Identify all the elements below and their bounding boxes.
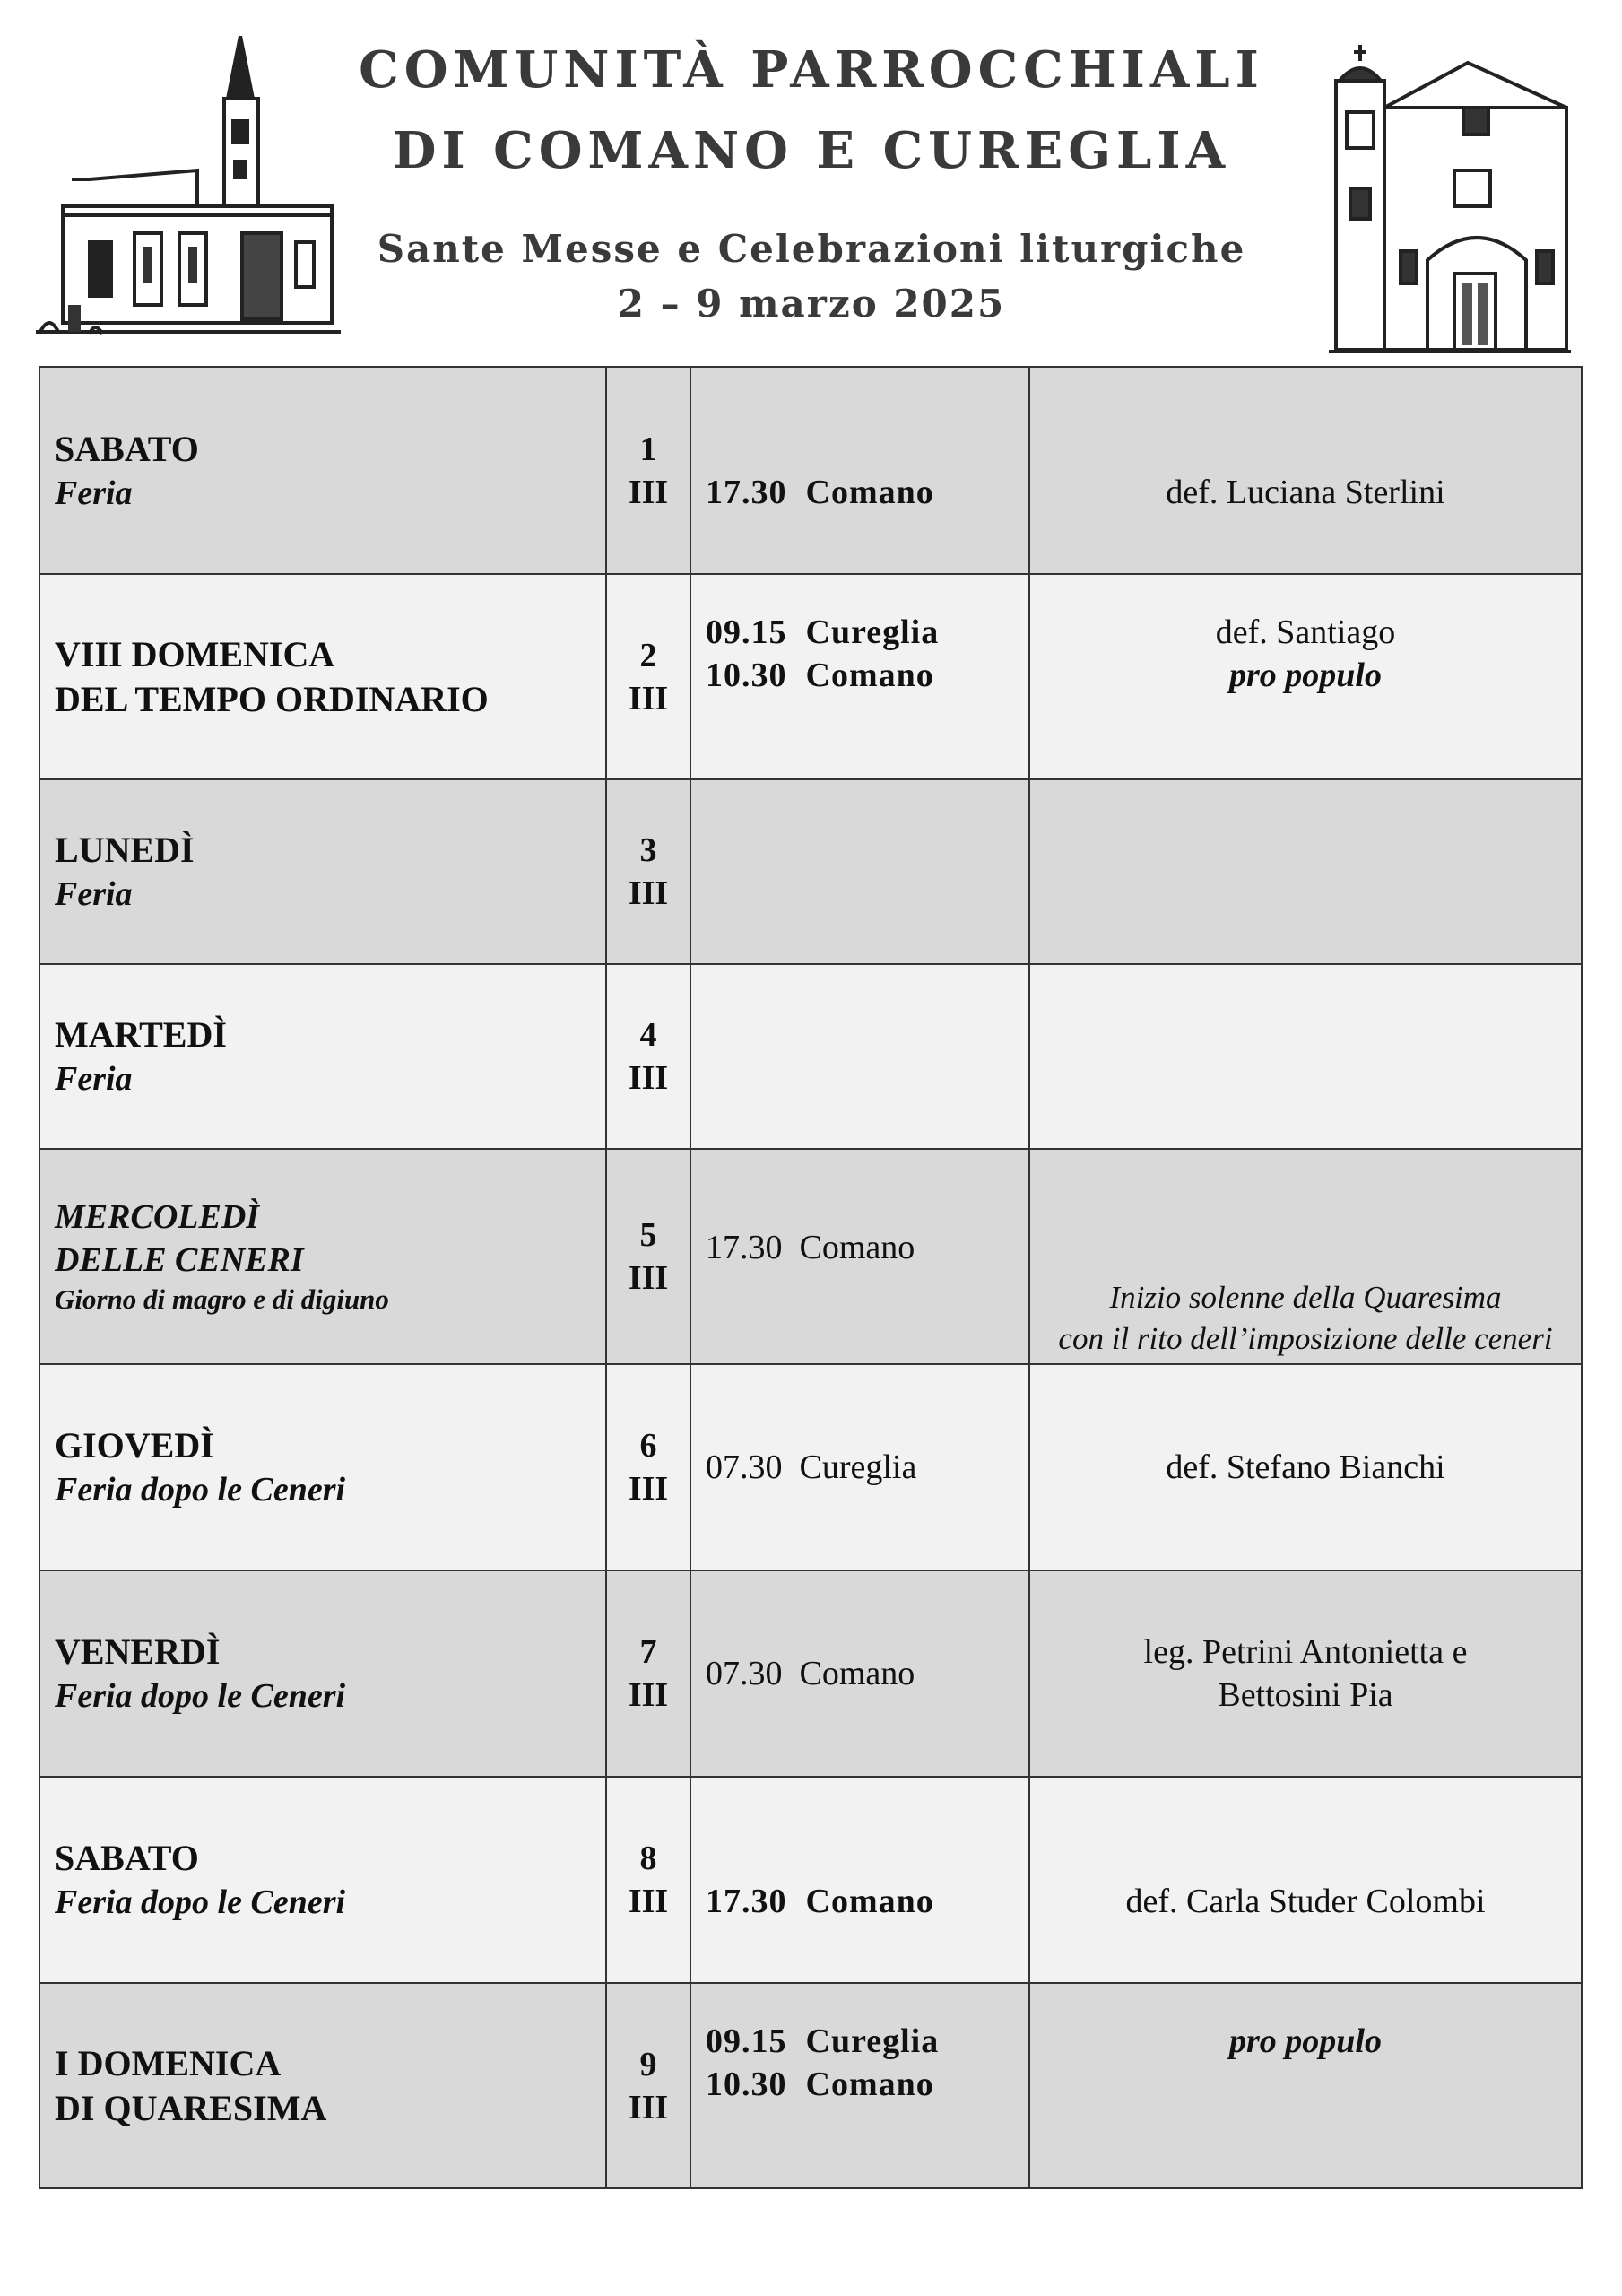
day-cell	[39, 1983, 606, 2188]
times-cell	[690, 367, 1029, 574]
day-name: VENERDÌ	[55, 1631, 221, 1672]
date-cell	[606, 964, 690, 1149]
psalter-week: III	[628, 1470, 669, 1508]
cureglia-church-illustration	[1329, 45, 1571, 354]
day-name-line-2: DELLE CENERI	[55, 1241, 304, 1279]
day-number: 7	[639, 1633, 657, 1671]
mass-intention: pro populo	[1229, 2022, 1382, 2060]
psalter-week: III	[628, 874, 669, 912]
liturgical-day: Feria	[55, 474, 133, 512]
day-number: 8	[639, 1839, 657, 1877]
mass-time: 17.30 Comano	[706, 473, 934, 511]
liturgical-day: Feria	[55, 875, 133, 913]
times-cell	[690, 964, 1029, 1149]
day-name: MERCOLEDÌ	[55, 1198, 260, 1236]
title-line-1: COMUNITÀ PARROCCHIALI	[359, 40, 1264, 100]
mass-intention: def. Santiago	[1215, 613, 1396, 651]
intentions-cell	[1029, 1983, 1582, 2188]
times-cell	[690, 1983, 1029, 2188]
day-cell	[39, 1570, 606, 1777]
date-cell	[606, 367, 690, 574]
mass-time: 10.30 Comano	[706, 657, 934, 694]
intentions-cell	[1029, 367, 1582, 574]
intentions-cell	[1029, 964, 1582, 1149]
mass-time: 10.30 Comano	[706, 2066, 934, 2103]
intentions-cell	[1029, 1149, 1582, 1364]
table-row	[39, 574, 1582, 779]
times-cell	[690, 1364, 1029, 1570]
mass-time: 07.30 Cureglia	[706, 1448, 917, 1486]
day-name: SABATO	[55, 428, 199, 469]
mass-time: 09.15 Cureglia	[706, 2022, 940, 2060]
subtitle: Sante Messe e Celebrazioni liturgiche	[377, 227, 1246, 271]
table-row	[39, 964, 1582, 1149]
psalter-week: III	[628, 1059, 669, 1097]
times-cell	[690, 574, 1029, 779]
day-number: 3	[639, 831, 657, 869]
table-row	[39, 1983, 1582, 2188]
liturgical-day: Feria dopo le Ceneri	[55, 1677, 346, 1715]
intentions-cell	[1029, 1777, 1582, 1983]
mass-time: 17.30 Comano	[706, 1229, 915, 1266]
fasting-note: Giorno di magro e di digiuno	[55, 1283, 389, 1315]
mass-intention: pro populo	[1229, 657, 1382, 694]
day-number: 9	[639, 2045, 657, 2083]
table-row	[39, 1777, 1582, 1983]
day-name-line-2: DI QUARESIMA	[55, 2087, 327, 2128]
psalter-week: III	[628, 1883, 669, 1920]
day-cell	[39, 1364, 606, 1570]
date-cell	[606, 779, 690, 964]
day-name: GIOVEDÌ	[55, 1425, 214, 1465]
liturgical-day: Feria dopo le Ceneri	[55, 1471, 346, 1509]
intentions-cell	[1029, 574, 1582, 779]
times-cell	[690, 1777, 1029, 1983]
day-cell	[39, 367, 606, 574]
liturgical-day: Feria dopo le Ceneri	[55, 1883, 346, 1921]
title-line-2: DI COMANO E CUREGLIA	[392, 121, 1231, 180]
day-name: LUNEDÌ	[55, 830, 195, 870]
day-cell	[39, 1149, 606, 1364]
table-row	[39, 1570, 1582, 1777]
day-number: 2	[639, 636, 657, 674]
comano-church-illustration	[36, 36, 341, 350]
day-cell	[39, 964, 606, 1149]
psalter-week: III	[628, 1259, 669, 1297]
date-cell	[606, 1570, 690, 1777]
table-row	[39, 367, 1582, 574]
mass-intention: leg. Petrini Antonietta e	[1143, 1633, 1468, 1671]
table-row	[39, 1364, 1582, 1570]
mass-schedule-table	[39, 366, 1583, 2189]
psalter-week: III	[628, 1676, 669, 1714]
date-cell	[606, 1777, 690, 1983]
psalter-week: III	[628, 2088, 669, 2126]
mass-intention: con il rito dell’imposizione delle ceneri	[1058, 1321, 1553, 1356]
mass-intention: def. Stefano Bianchi	[1166, 1448, 1445, 1486]
day-name: MARTEDÌ	[55, 1014, 227, 1055]
day-cell	[39, 574, 606, 779]
date-range: 2 – 9 marzo 2025	[617, 282, 1006, 326]
day-name-line-2: DEL TEMPO ORDINARIO	[55, 678, 489, 719]
mass-time: 09.15 Cureglia	[706, 613, 940, 651]
page-header	[0, 0, 1622, 359]
day-number: 6	[639, 1427, 657, 1465]
day-number: 5	[639, 1216, 657, 1254]
intentions-cell	[1029, 1364, 1582, 1570]
day-cell	[39, 779, 606, 964]
liturgical-day: Feria	[55, 1060, 133, 1098]
mass-intention: def. Carla Studer Colombi	[1125, 1883, 1486, 1920]
times-cell	[690, 1570, 1029, 1777]
times-cell	[690, 1149, 1029, 1364]
date-cell	[606, 574, 690, 779]
day-name: VIII DOMENICA	[55, 633, 335, 674]
mass-intention: def. Luciana Sterlini	[1166, 473, 1445, 511]
mass-time: 07.30 Comano	[706, 1655, 915, 1692]
mass-intention: Bettosini Pia	[1218, 1676, 1393, 1714]
table-row	[39, 1149, 1582, 1364]
date-cell	[606, 1149, 690, 1364]
date-cell	[606, 1983, 690, 2188]
psalter-week: III	[628, 473, 669, 511]
day-number: 1	[639, 430, 657, 468]
day-name: SABATO	[55, 1838, 199, 1878]
day-cell	[39, 1777, 606, 1983]
day-number: 4	[639, 1016, 657, 1054]
intentions-cell	[1029, 779, 1582, 964]
mass-time: 17.30 Comano	[706, 1883, 934, 1920]
table-row	[39, 779, 1582, 964]
date-cell	[606, 1364, 690, 1570]
intentions-cell	[1029, 1570, 1582, 1777]
mass-intention: Inizio solenne della Quaresima	[1109, 1280, 1502, 1315]
psalter-week: III	[628, 679, 669, 718]
day-name: I DOMENICA	[55, 2042, 282, 2083]
times-cell	[690, 779, 1029, 964]
